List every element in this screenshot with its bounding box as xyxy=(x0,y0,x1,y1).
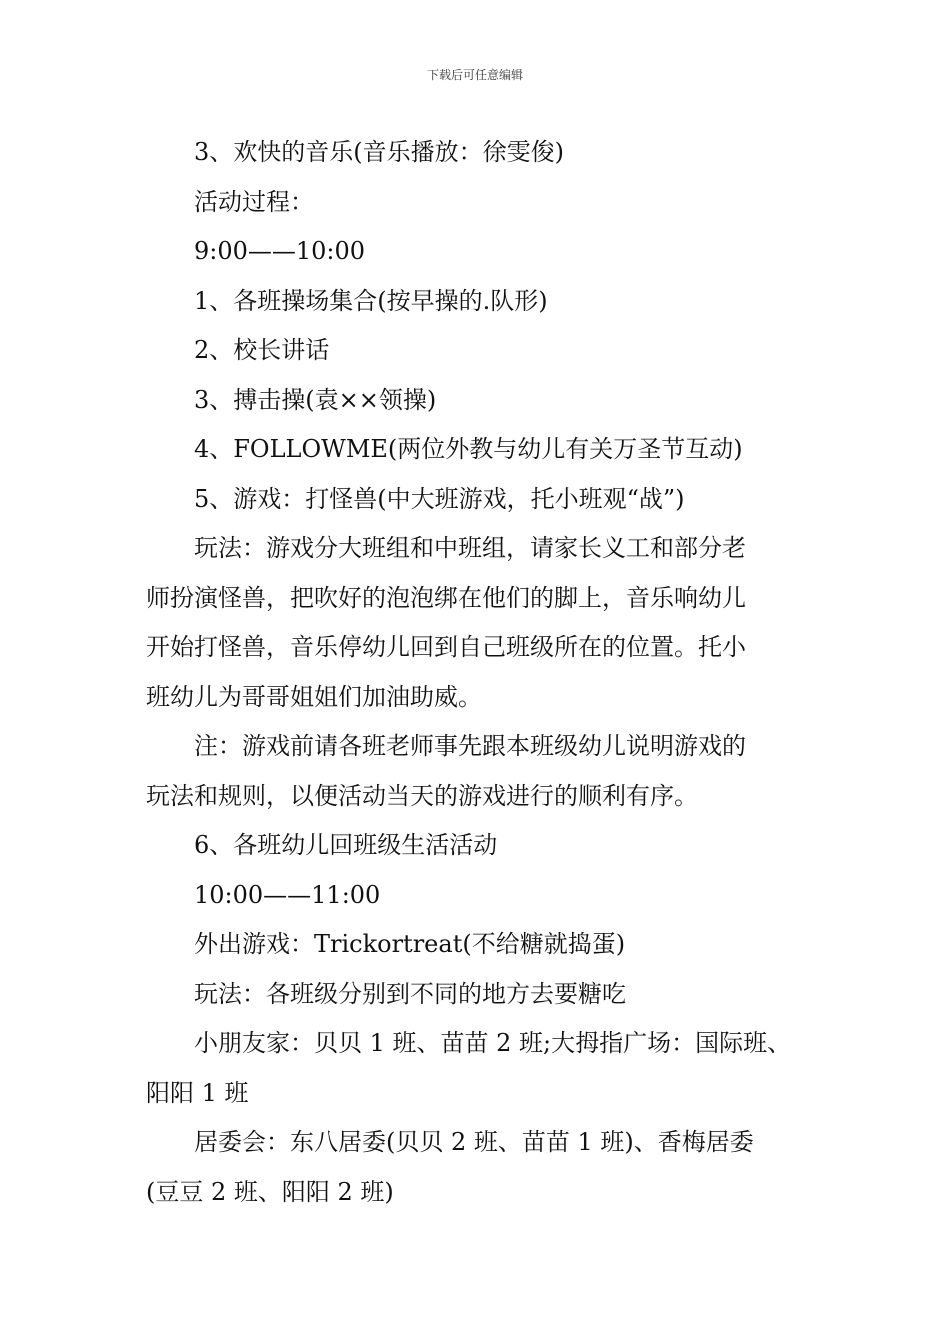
text-line: 活动过程： xyxy=(194,187,314,216)
text-line: 4、FOLLOWME(两位外教与幼儿有关万圣节互动) xyxy=(194,435,743,463)
text-line: 6、各班幼儿回班级生活活动 xyxy=(194,831,498,859)
text-line: 师扮演怪兽，把吹好的泡泡绑在他们的脚上，音乐响幼儿 xyxy=(146,583,746,612)
page-header: 下载后可任意编辑 xyxy=(426,68,523,82)
text-line: 玩法：游戏分大班组和中班组，请家长义工和部分老 xyxy=(194,534,746,562)
text-line: 开始打怪兽，音乐停幼儿回到自己班级所在的位置。托小 xyxy=(146,633,746,661)
text-line: 阳阳 1 班 xyxy=(146,1078,249,1107)
text-line: 玩法：各班级分别到不同的地方去要糖吃 xyxy=(194,979,626,1008)
text-line: 居委会：东八居委(贝贝 2 班、苗苗 1 班)、香梅居委 xyxy=(194,1128,754,1156)
text-line: 2、校长讲话 xyxy=(194,336,330,364)
text-line: 5、游戏：打怪兽(中大班游戏，托小班观“战”) xyxy=(194,484,685,513)
text-line: 玩法和规则，以便活动当天的游戏进行的顺利有序。 xyxy=(146,781,698,810)
text-line: 外出游戏：Trickortreat(不给糖就捣蛋) xyxy=(194,930,626,958)
text-line: 小朋友家：贝贝 1 班、苗苗 2 班;大拇指广场：国际班、 xyxy=(194,1029,792,1057)
text-line: 班幼儿为哥哥姐姐们加油助威。 xyxy=(146,682,482,711)
text-line: 3、搏击操(袁××领操) xyxy=(194,385,437,414)
text-line: 3、欢快的音乐(音乐播放：徐雯俊) xyxy=(194,138,564,166)
document-body xyxy=(146,128,816,1217)
text-line: (豆豆 2 班、阳阳 2 班) xyxy=(146,1177,394,1206)
text-line: 9:00——10:00 xyxy=(194,237,366,265)
text-line: 1、各班操场集合(按早操的.队形) xyxy=(194,286,548,315)
text-line: 注：游戏前请各班老师事先跟本班级幼儿说明游戏的 xyxy=(194,732,746,760)
text-line: 10:00——11:00 xyxy=(194,880,381,909)
